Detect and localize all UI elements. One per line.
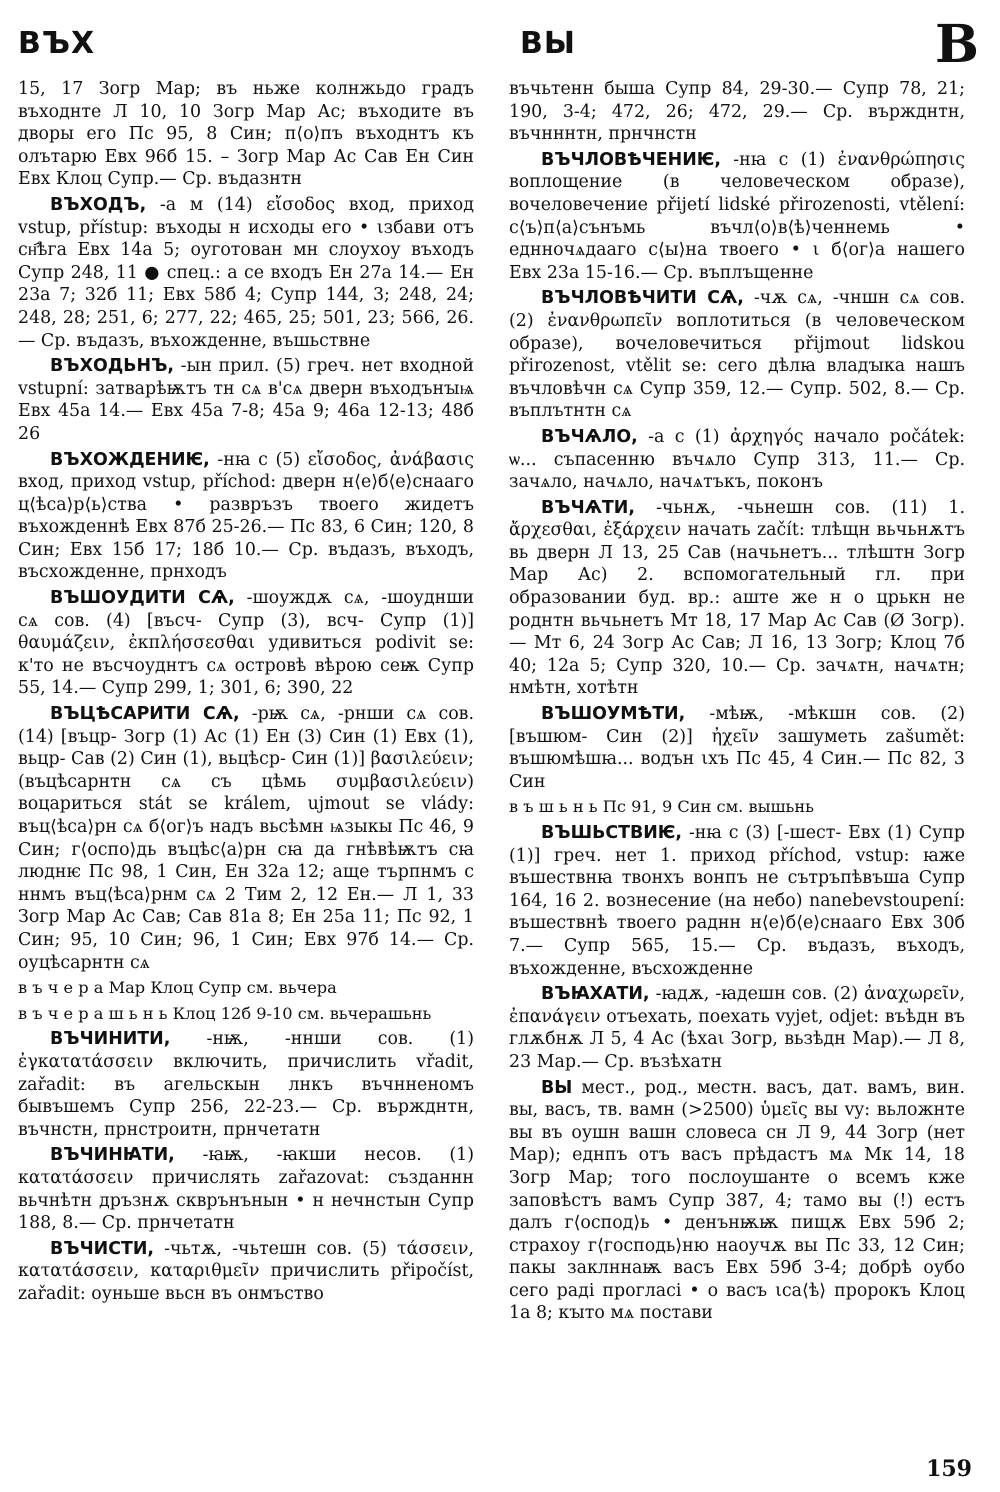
dictionary-entry xyxy=(509,1077,965,1326)
dictionary-entry xyxy=(509,149,965,285)
dictionary-entry xyxy=(509,822,965,980)
entry-text: в ъ ч е р а Мар Клоц Супр см. вьчера xyxy=(18,978,337,998)
entry-headword: ВЪꙖХАТИ, xyxy=(541,984,650,1005)
dictionary-entry xyxy=(509,983,965,1073)
entry-headword: ВЪЧѦЛО, xyxy=(541,426,638,447)
entry-text: -ꙗдѫ, -ꙗдешн сов. (2) ἀναχωρεῖν, ἐπανάγειν отъехать, поехать vyjet, odjet: въѣдн въ глѫбнѫ Л 5, 4 Ас (ѣхаι Зогр, вьзѣдн Мар).— Л 8, 23 Мар.— Ср. възѣхатн xyxy=(509,984,965,1072)
entry-text: -чьтѫ, -чьтешн сов. (5) τάσσειν, κατατάσσειν, καταριθμεῖν причислить připočíst, zařadit: оуньше вьсн въ онмъство xyxy=(18,1238,474,1304)
entry-text: -нѭ, -ннши сов. (1) ἐγκατατάσσειν включить, причислить vřadit, zařadit: въ агельскын лнкъ въчнненомъ бывъшемъ Супр 256, 22-23.— Ср. вържднтн, въчнстн, прнстроитн, прнчетатн xyxy=(18,1029,475,1140)
entry-headword: ВЪЧѦТИ, xyxy=(541,497,635,518)
left-column xyxy=(18,78,474,1308)
entry-text: -а м (14) εἴσοδος вход, приход vstup, přístup: въходы н исходы его • ιзбави отъ сн҄ѣга Евх 14а 5; оуготован мн слоухоу въходъ Супр 248, 11 ● спец.: а се входъ Ен 27а 14.— Ен 23а 7; 32б 11; Евх 58б 4; Супр 144, 3; 248, 24; 248, 28; 251, 6; 277, 22; 465, 25; 501, 23; 566, 26.— Ср. въдазъ, въхожденне, въшьствне xyxy=(18,194,474,351)
entry-text: мест., род., местн. васъ, дат. вамъ, вин. вы, васъ, тв. вамн (>2500) ὑμεῖς вы vy: вьложнте вы въ оушн вашн словеса сн Л 9, 44 Зогр (нет Мар); еднпъ отъ васъ прѣдастъ мѧ Мк 14, 18 Зогр Мар; того послоушанте о всемъ кже заповѣстъ вамъ Супр 387, 4; тамо вы (!) естъ далъ г⟨оспод⟩ь • денънѭѭ пищѫ Евх 59б 2; страхоу г⟨господь⟩ню наоучѫ вы Пс 33, 12 Син; пакы заклннаѭ васъ Евх 59б 3-4; добрѣ оубо сего раді проглаci • о васъ ιса⟨ѣ⟩ пророкъ Клоц 1а 8; кꙑто мѧ постави xyxy=(509,1077,965,1324)
entry-text: -мѣѭ, -мѣкшн сов. (2) [въшюм- Син (2)] ἠχεῖν зашуметь zašumět: въшюмѣшꙗ... водън ιхъ Пс 45, 4 Син.— Пс 82, 3 Син xyxy=(509,704,965,792)
right-column xyxy=(509,78,965,1328)
running-head-left: ВЪХ xyxy=(18,26,96,61)
entry-text: -чьнѫ, -чьнешн сов. (11) 1. ἄρχεσθαι, ἐξάρχειν начать začít: тлѣщн вьчьнѫтъ вь дверн Л 13, 25 Сав (начьнетъ... тлѣштн Зогр Мар Ас) 2. вспомогательный гл. при образовании буд. вр.: аште же н о црькн не роднтн вьчьнетъ Мт 18, 17 Мар Ас Сав (Ø Зогр).— Мт 6, 24 Зогр Ас Сав; Л 16, 13 Зогр; Клоц 7б 40; 12а 5; Супр 320, 10.— Ср. зачѧтн, начѧтн; нмѣтн, хотѣтн xyxy=(509,497,966,699)
section-letter: В xyxy=(935,14,980,75)
entry-headword: ВЪШОУМѢТИ, xyxy=(541,704,686,725)
entry-text: -нꙗ с (5) εἴσοδος, ἀνάβασις вход, приход vstup, příchod: дверн н⟨е⟩б⟨е⟩снааго ц⟨ѣса⟩р⟨ь⟩ства • развръзъ твоего жидетъ въхожденнѣ Евх 87б 25-26.— Пс 83, 6 Син; 120, 8 Син; Евх 15б 17; 18б 10.— Ср. въдазъ, въходъ, въсхожденне, прнходъ xyxy=(18,449,475,583)
entry-text: в ъ ш ь н ь Пс 91, 9 Син см. вышьнь xyxy=(509,797,814,817)
entry-headword: ВЪШЬСТВИѤ, xyxy=(541,823,682,843)
dictionary-entry xyxy=(18,78,474,191)
dictionary-entry xyxy=(18,703,474,974)
dictionary-entry xyxy=(18,1028,474,1141)
entry-headword: ВЪХОЖДЕНИѤ, xyxy=(50,449,210,470)
entry-headword: ВЪЧИНИТИ, xyxy=(50,1029,171,1050)
running-head-center: ВЫ xyxy=(520,26,576,61)
entry-headword: ВЪЧИНꙖТИ, xyxy=(50,1145,175,1166)
dictionary-entry xyxy=(509,703,965,793)
entry-headword: ВЪХОДЪ, xyxy=(50,194,147,215)
dictionary-entry xyxy=(509,796,965,819)
entry-text: -нꙗ с (1) ἐνανθρώπησις воплощение (в человеческом образе), вочеловечение přijetí lidské přirozenosti, vtělení: с⟨ъ⟩п⟨а⟩сънъмь въчл⟨о⟩в⟨ѣ⟩ченнемь • еднночѧдааго с⟨ы⟩на твоего • ι б⟨ог⟩а нашего Евх 23а 15-16.— Ср. въплъщенне xyxy=(509,149,966,283)
entry-text: -а с (1) ἀρχηγός начало počátek: ѡ... съпасенню въчѧло Супр 313, 11.— Ср. зачѧло, начѧло, начѧтъкъ, поконъ xyxy=(509,426,965,493)
dictionary-entry xyxy=(18,194,474,352)
dictionary-entry xyxy=(18,977,474,1000)
dictionary-entry xyxy=(18,587,474,700)
entry-text: -рѭ сѧ, -рнши сѧ сов. (14) [въцр- Зогр (1) Ас (1) Ен (3) Син (1) Евх (1), вьцр- Сав (2) Син (1), вьцѣср- Син (1)] βασιλεύειν; (въцѣсарнтн сѧ съ цѣмь συμβασιλεύειν) воцариться stát se králem, ujmout se vlády: въц⟨ѣса⟩рн сѧ б⟨ог⟩ъ надъ вьсѣмн ѩзыкы Пс 46, 9 Син; г⟨оспо⟩дь въцѣс⟨а⟩рн сꙗ да гнѣвѣѭтъ сꙗ люднѥ Пс 98, 1 Син, Ен 32а 12; аще търпнмъ с ннмъ въц⟨ѣса⟩рнм сѧ 2 Тим 2, 12 Ен.— Л 1, 33 Зогр Мар Ас Сав; Сав 81а 8; Ен 25а 11; Пс 92, 1 Син; 95, 10 Син; 96, 1 Син; Евх 97б 14.— Ср. оуцѣсарнтн сѧ xyxy=(18,704,474,973)
entry-text: -шоуждѫ сѧ, -шоуднши сѧ сов. (4) [въсч- Супр (3), всч- Супр (1)] θαυμάζειν, ἐκπλήσσεσθαι удивиться podivit se: к'то не въсчоуднтъ сѧ островѣ вѣрою сеѭ Супр 55, 14.— Супр 299, 1; 301, 6; 390, 22 xyxy=(18,588,474,699)
dictionary-entry xyxy=(18,449,474,585)
dictionary-entry xyxy=(509,497,965,700)
entry-text: -ꙗѭ, -ꙗкши несов. (1) κατατάσσειν причислять zařazovat: създаннн вьчнѣтн дръзнѫ скврънънын • н нечнстын Супр 188, 8.— Ср. прнчетатн xyxy=(18,1145,475,1234)
dictionary-entry xyxy=(18,1003,474,1026)
entry-text: -нꙗ с (3) [-шест- Евх (1) Супр (1)] греч. нет 1. приход příchod, vstup: ꙗже въшествнꙗ твонхъ вонпъ не сътръпѣвъша Супр 164, 16 2. вознесение (на небо) nanebevstoupení: въшествнѣ твоего раднн н⟨е⟩б⟨е⟩снааго Евх 30б 7.— Супр 565, 15.— Ср. въдазъ, въходъ, въхожденне, въсхожденне xyxy=(509,823,965,979)
entry-text: -ын прил. (5) греч. нет входной vstupní: затварѣѭтъ тн сѧ в'сѧ дверн въходънꙑѩ Евх 45а 14.— Евх 45а 7-8; 45а 9; 46а 12-13; 48б 26 xyxy=(18,356,474,444)
entry-text: в ъ ч е р а ш ь н ь Клоц 12б 9-10 см. вьчерашьнь xyxy=(18,1003,432,1023)
entry-headword: ВЪЦѢСАРИТИ СѦ, xyxy=(50,704,240,725)
entry-text: -чѫ сѧ, -чншн сѧ сов. (2) ἐνανθρωπεῖν воплотиться (в человеческом образе), вочеловечиться přijmout lidskou přirozenost, vtělit se: сего дѣлꙗ владꙑка нашъ въчловѣчн сѧ Супр 359, 12.— Супр. 502, 8.— Ср. въплътнтн сѧ xyxy=(509,288,965,422)
entry-headword: ВЪЧИСТИ, xyxy=(50,1238,154,1259)
entry-headword: ВЫ xyxy=(541,1077,573,1098)
dictionary-entry xyxy=(18,355,474,445)
entry-headword: ВЪЧЛОВѢЧЕНИѤ, xyxy=(541,149,721,170)
dictionary-entry xyxy=(18,1238,474,1306)
dictionary-entry xyxy=(509,78,965,146)
entry-text: 15, 17 Зогр Мар; въ ньже колнжьдо градъ въходнте Л 10, 10 Зогр Мар Ас; въходите въ дворы его Пс 95, 8 Син; п⟨о⟩пъ въходнтъ къ олътарю Евх 96б 15. – Зогр Мар Ас Сав Ен Син Евх Клоц Супр.— Ср. въдазнтн xyxy=(18,79,474,190)
entry-headword: ВЪШОУДИТИ СѦ, xyxy=(50,588,235,609)
entry-headword: ВЪХОДЬНЪ, xyxy=(50,356,175,377)
dictionary-entry xyxy=(509,287,965,423)
page-number: 159 xyxy=(926,1456,972,1482)
dictionary-entry xyxy=(18,1144,474,1234)
entry-headword: ВЪЧЛОВѢЧИТИ СѦ, xyxy=(541,288,744,309)
dictionary-entry xyxy=(509,426,965,494)
entry-text: въчьтенн быша Супр 84, 29-30.— Супр 78, 21; 190, 3-4; 472, 26; 472, 29.— Ср. вържднтн, въчнннтн, прнчнстн xyxy=(509,79,965,145)
